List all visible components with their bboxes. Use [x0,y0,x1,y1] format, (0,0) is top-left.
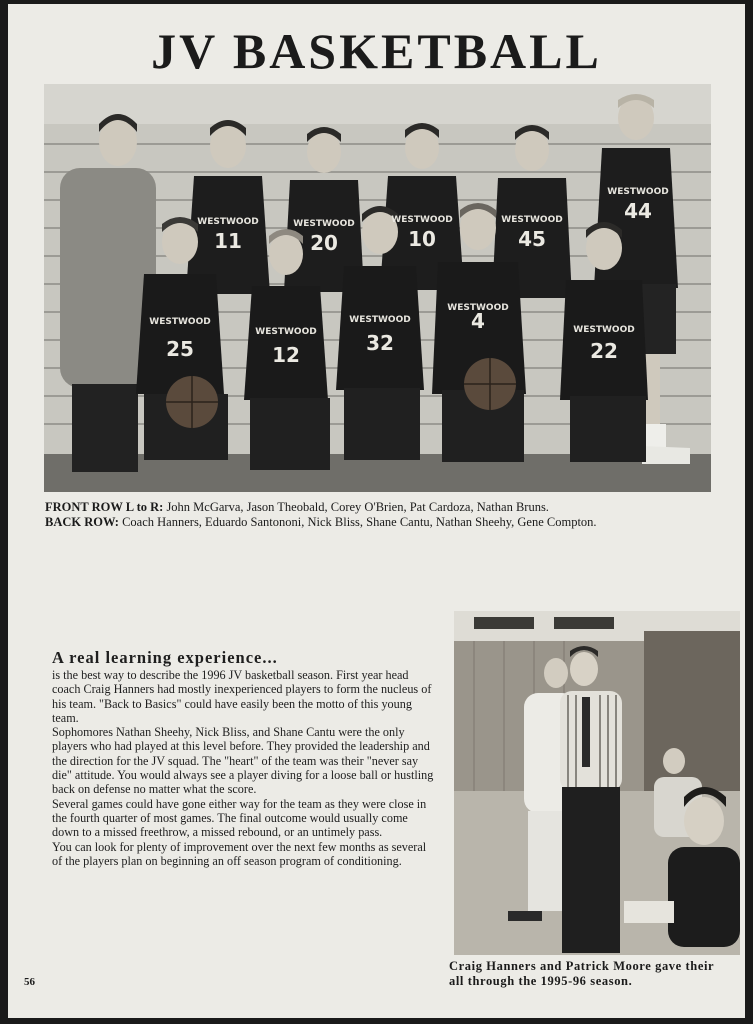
jersey-text: WESTWOOD [501,215,563,225]
jersey-number: 25 [166,337,194,361]
story-paragraph: is the best way to describe the 1996 JV basketball season. First year head coach Craig Hanners had mostly inexperienced players to form the nucleus of his team. "Back to Basics" could have easily been the motto of this young team. [52,668,432,725]
jersey-text: WESTWOOD [391,215,453,225]
team-photo [44,84,711,492]
story-column [52,648,437,868]
jersey-number: 20 [310,231,338,255]
page-title: JV BASKETBALL [151,23,602,79]
jersey-number: 45 [518,227,546,251]
coaches-photo-caption [449,959,745,989]
back-row-label: BACK ROW: [45,515,119,529]
jersey-number: 44 [624,199,652,223]
team-photo-drawing [44,84,711,492]
jersey-text: WESTWOOD [607,187,669,197]
front-row-names: John McGarva, Jason Theobald, Corey O'Brien, Pat Cardoza, Nathan Bruns. [166,500,549,514]
team-photo-caption [45,500,725,530]
coaches-photo [454,611,740,955]
jersey-number: 4 [471,309,485,333]
jersey-text: WESTWOOD [447,303,509,313]
front-row-caption [45,500,725,515]
jersey-text: WESTWOOD [573,325,635,335]
story-headline: A real learning experience... [52,648,278,667]
page-number: 56 [24,976,35,988]
story-paragraph: You can look for plenty of improvement over the next few months as several of the players plan on beginning an off season program of conditioning. [52,839,427,868]
story-paragraph: Several games could have gone either way for the team as they were close in the fourth quarter of most games. The final outcome would usually come down to a missed freethrow, a missed rebound, or an untimely pass. [52,796,427,840]
story-paragraph: Sophomores Nathan Sheehy, Nick Bliss, and Shane Cantu were the only players who had played at this level before. They provided the leadership and the direction for the JV squad. The "heart" of the team was their "never say die" attitude. You would always see a player diving for a loose ball or hustling back on defense no matter what the score. [52,725,434,797]
coaches-photo-drawing [454,611,740,955]
coaches-caption-line: Craig Hanners and Patrick Moore gave their [449,959,715,973]
back-row-caption [45,515,725,530]
jersey-number: 10 [408,227,436,251]
jersey-text: WESTWOOD [149,317,211,327]
jersey-text: WESTWOOD [197,217,259,227]
jersey-number: 12 [272,343,300,367]
yearbook-page [8,4,745,1018]
jersey-text: WESTWOOD [293,219,355,229]
front-row-label: FRONT ROW L to R: [45,500,164,514]
jersey-text: WESTWOOD [255,327,317,337]
jersey-number: 32 [366,331,394,355]
back-row-names: Coach Hanners, Eduardo Santononi, Nick Bliss, Shane Cantu, Nathan Sheehy, Gene Compton. [122,515,597,529]
jersey-number: 22 [590,339,618,363]
jersey-text: WESTWOOD [349,315,411,325]
jersey-number: 11 [214,229,242,253]
coaches-caption-line: all through the 1995-96 season. [449,974,633,988]
